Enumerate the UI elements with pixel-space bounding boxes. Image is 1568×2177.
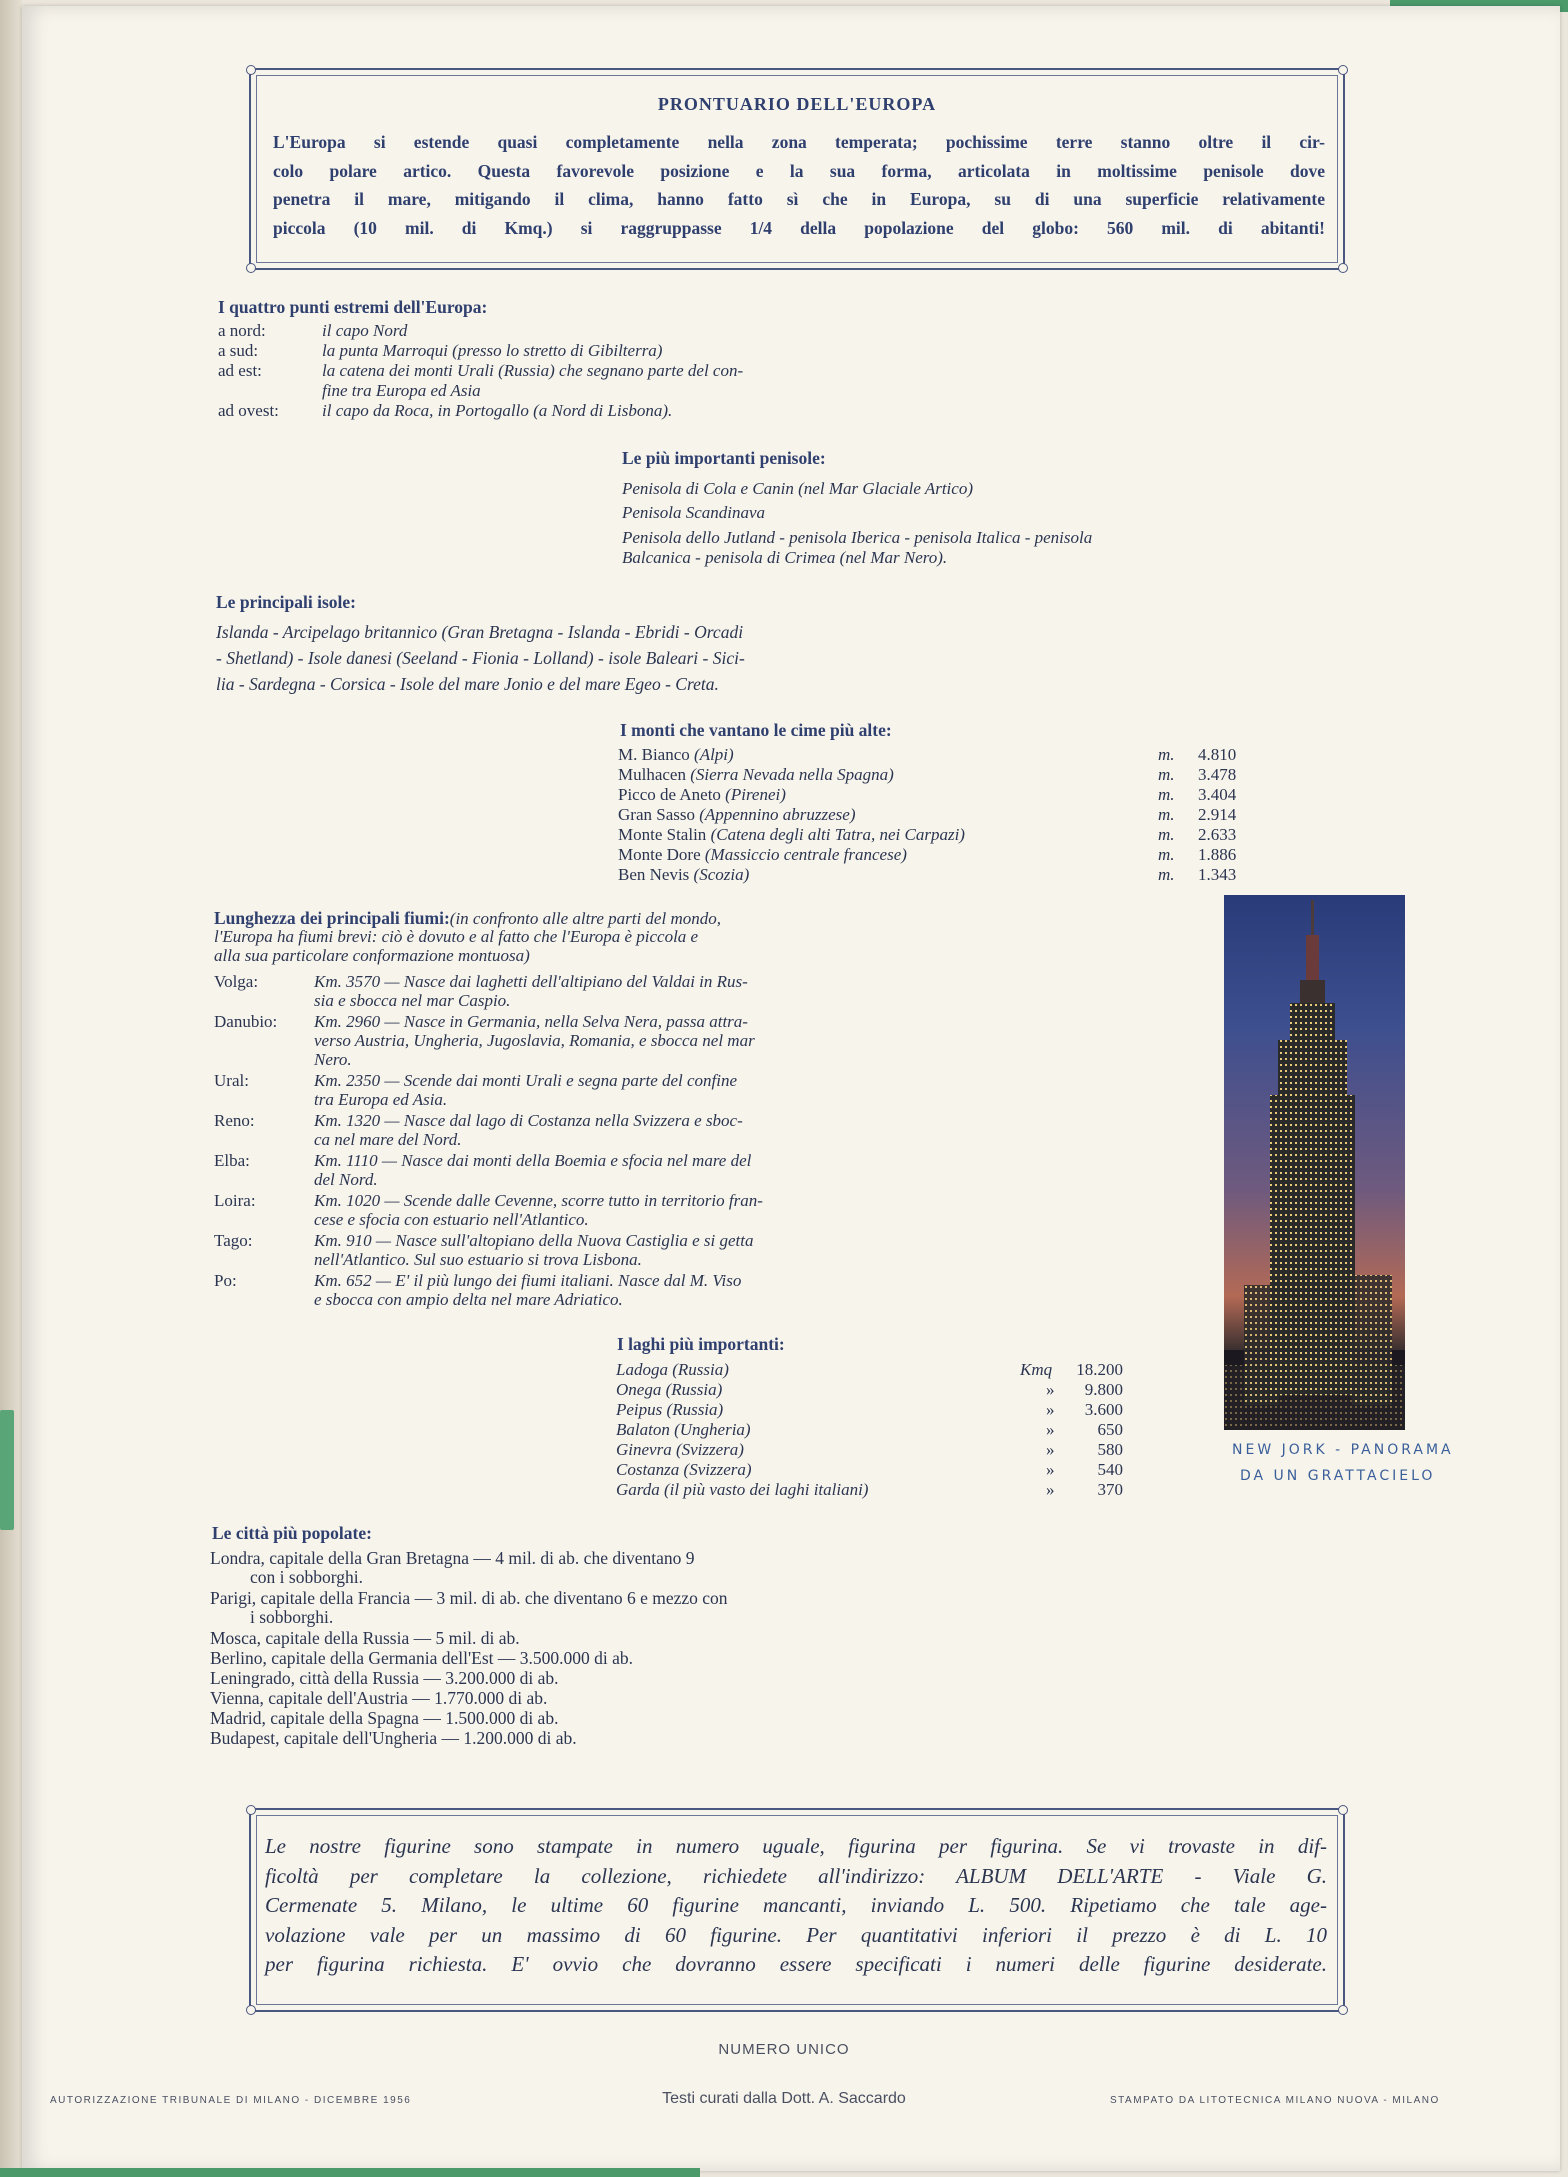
mountain-name: M. Bianco <box>618 745 690 764</box>
corner-ornament <box>246 65 256 75</box>
lake-value: 3.600 <box>1084 1400 1123 1419</box>
mountain-value: 1.343 <box>1198 865 1237 884</box>
lake-value: 650 <box>1097 1420 1123 1439</box>
peninsula-line: Penisola Scandinava <box>622 503 766 522</box>
lake-value: 9.800 <box>1084 1380 1123 1399</box>
mountain-value: 2.914 <box>1198 805 1237 824</box>
notice-text <box>265 1832 1327 1980</box>
mountain-value: 2.633 <box>1198 825 1237 844</box>
mountain-unit: m. <box>1158 805 1175 824</box>
islands-line: Islanda - Arcipelago britannico (Gran Bretagna - Islanda - Ebridi - Orcadi <box>216 622 744 642</box>
lake-name: Balaton <box>616 1420 670 1439</box>
islands-line: lia - Sardegna - Corsica - Isole del mare Jonio e del mare Egeo - Creta. <box>216 674 719 694</box>
islands-line: - Shetland) - Isole danesi (Seeland - Fionia - Lolland) - isole Baleari - Sici- <box>216 648 745 668</box>
city-line: Budapest, capitale dell'Ungheria — 1.200.000 di ab. <box>210 1728 577 1748</box>
river-name: Loira: <box>214 1191 256 1210</box>
lake-name: Garda <box>616 1480 660 1499</box>
rivers-title: Lunghezza dei principali fiumi: <box>214 908 450 928</box>
corner-ornament <box>1338 65 1348 75</box>
rivers-intro-line: alla sua particolare conformazione montuosa) <box>214 946 530 965</box>
river-desc: Km. 3570 — Nasce dai laghetti dell'altipiano del Valdai in Rus- <box>314 972 748 991</box>
mountain-note: (Catena degli alti Tatra, nei Carpazi) <box>710 825 965 844</box>
lake-name: Onega <box>616 1380 662 1399</box>
mountain-unit: m. <box>1158 765 1175 784</box>
river-desc: cese e sfocia con estuario nell'Atlantico. <box>314 1210 589 1229</box>
extreme-row-text: fine tra Europa ed Asia <box>322 381 481 400</box>
mountain-unit: m. <box>1158 865 1175 884</box>
river-desc: Km. 910 — Nasce sull'altopiano della Nuova Castiglia e si getta <box>314 1231 754 1250</box>
corner-ornament <box>246 263 256 273</box>
city-line: con i sobborghi. <box>250 1567 363 1587</box>
handwritten-note: NEW JORK - PANORAMA <box>1232 1442 1454 1458</box>
skyscraper-illustration <box>1224 895 1405 1430</box>
peninsula-line: Penisola dello Jutland - penisola Iberica - penisola Italica - penisola <box>622 528 1093 547</box>
river-name: Reno: <box>214 1111 255 1130</box>
lake-note: (il più vasto dei laghi italiani) <box>664 1480 869 1499</box>
lake-unit: » <box>1046 1460 1055 1479</box>
lake-name: Ladoga <box>616 1360 668 1379</box>
notice-line: Cermenate 5. Milano, le ultime 60 figurine mancanti, inviando L. 500. Ripetiamo che tale age- <box>265 1893 1327 1917</box>
footer-authorization: AUTORIZZAZIONE TRIBUNALE DI MILANO - DICEMBRE 1956 <box>50 2095 412 2106</box>
mountain-value: 3.478 <box>1198 765 1237 784</box>
rivers-intro-line: l'Europa ha fiumi brevi: ciò è dovuto e al fatto che l'Europa è piccola e <box>214 927 699 946</box>
intro-line: penetra il mare, mitigando il clima, hanno fatto sì che in Europa, su di una superficie relativamente <box>273 189 1325 209</box>
notice-line: Le nostre figurine sono stampate in numero uguale, figurina per figurina. Se vi trovaste in dif- <box>265 1834 1327 1858</box>
notice-line: volazione vale per un massimo di 60 figurine. Per quantitativi inferiori il prezzo è di L. 10 <box>265 1922 1327 1947</box>
mountain-unit: m. <box>1158 845 1175 864</box>
city-line: Mosca, capitale della Russia — 5 mil. di ab. <box>210 1628 520 1648</box>
notice-line: per figurina richiesta. E' ovvio che dovranno essere specificati i numeri delle figurine desiderate. <box>265 1952 1327 1976</box>
city-line: Leningrado, città della Russia — 3.200.000 di ab. <box>210 1668 559 1688</box>
lake-unit: Kmq <box>1020 1360 1053 1379</box>
extremes-title: I quattro punti estremi dell'Europa: <box>218 297 488 317</box>
city-line: Berlino, capitale della Germania dell'Est — 3.500.000 di ab. <box>210 1648 634 1668</box>
lake-name: Costanza <box>616 1460 680 1479</box>
lake-value: 18.200 <box>1076 1360 1123 1379</box>
mountain-name: Monte Dore <box>618 845 701 864</box>
lake-unit: » <box>1046 1440 1055 1459</box>
river-name: Po: <box>214 1271 237 1290</box>
corner-ornament <box>246 2005 256 2015</box>
extreme-row-text: la catena dei monti Urali (Russia) che segnano parte del con- <box>322 361 744 380</box>
lake-value: 370 <box>1097 1480 1123 1499</box>
lake-value: 580 <box>1097 1440 1123 1459</box>
mountain-note: (Sierra Nevada nella Spagna) <box>690 765 894 784</box>
islands-title: Le principali isole: <box>216 592 356 612</box>
mountain-name: Ben Nevis <box>618 865 690 884</box>
lake-note: (Svizzera) <box>675 1440 744 1459</box>
mountain-unit: m. <box>1158 785 1175 804</box>
intro-line: piccola (10 mil. di Kmq.) si raggruppasse 1/4 della popolazione del globo: 560 mil. di abitanti! <box>273 217 1325 238</box>
prontuario-intro <box>273 128 1325 242</box>
city-line: i sobborghi. <box>250 1607 334 1627</box>
lake-note: (Russia) <box>672 1360 729 1379</box>
river-desc: Nero. <box>314 1050 352 1069</box>
handwritten-note: DA UN GRATTACIELO <box>1240 1468 1436 1484</box>
river-name: Tago: <box>214 1231 253 1250</box>
footer-printer: STAMPATO DA LITOTECNICA MILANO NUOVA - MILANO <box>1110 2095 1440 2106</box>
cover-edge-bottom <box>0 2168 700 2177</box>
mountain-note: (Pirenei) <box>725 785 786 804</box>
river-desc: e sbocca con ampio delta nel mare Adriatico. <box>314 1290 623 1309</box>
mountain-name: Monte Stalin <box>618 825 707 844</box>
prontuario-title: PRONTUARIO DELL'EUROPA <box>657 94 937 114</box>
lake-unit: » <box>1046 1420 1055 1439</box>
river-name: Volga: <box>214 972 259 991</box>
lake-unit: » <box>1046 1380 1055 1399</box>
lake-note: (Russia) <box>665 1380 723 1399</box>
lake-name: Ginevra <box>616 1440 672 1459</box>
city-line: Madrid, capitale della Spagna — 1.500.000 di ab. <box>210 1708 559 1728</box>
river-desc: tra Europa ed Asia. <box>314 1090 448 1109</box>
rivers-intro-line: (in confronto alle altre parti del mondo, <box>449 909 721 928</box>
city-line: Londra, capitale della Gran Bretagna — 4 mil. di ab. che diventano 9 <box>210 1548 695 1568</box>
mountain-note: (Appennino abruzzese) <box>699 805 856 824</box>
corner-ornament <box>1338 1805 1348 1815</box>
river-desc: ca nel mare del Nord. <box>314 1130 462 1149</box>
city-line: Parigi, capitale della Francia — 3 mil. di ab. che diventano 6 e mezzo con <box>210 1588 728 1608</box>
river-name: Elba: <box>214 1151 250 1170</box>
river-desc: Km. 1320 — Nasce dal lago di Costanza nella Svizzera e sboc- <box>314 1111 743 1130</box>
prontuario-box <box>249 68 1345 270</box>
lake-value: 540 <box>1097 1460 1123 1479</box>
empire-state-photo <box>1224 895 1405 1430</box>
extreme-row-label: ad ovest: <box>218 401 279 420</box>
river-desc: Km. 652 — E' il più lungo dei fiumi italiani. Nasce dal M. Viso <box>314 1271 742 1290</box>
mountain-name: Mulhacen <box>618 765 686 784</box>
lakes-title: I laghi più importanti: <box>617 1334 785 1354</box>
peninsulas-title: Le più importanti penisole: <box>622 448 826 468</box>
numero-unico: NUMERO UNICO <box>718 2041 850 2058</box>
lake-note: (Russia) <box>666 1400 724 1419</box>
corner-ornament <box>246 1805 256 1815</box>
lake-name: Peipus <box>616 1400 663 1419</box>
extreme-row-label: a nord: <box>218 321 266 340</box>
mountain-name: Picco de Aneto <box>618 785 721 804</box>
lake-unit: » <box>1046 1480 1055 1499</box>
river-name: Danubio: <box>214 1012 278 1031</box>
extreme-row-label: ad est: <box>218 361 262 380</box>
mountains-table <box>618 745 1237 895</box>
intro-line: colo polare artico. Questa favorevole posizione e la sua forma, articolata in moltissime penisole dove <box>273 160 1325 181</box>
extreme-row-text: il capo da Roca, in Portogallo (a Nord di Lisbona). <box>322 401 673 420</box>
mountain-name: Gran Sasso <box>618 805 695 824</box>
river-desc: del Nord. <box>314 1170 378 1189</box>
footer-credits: Testi curati dalla Dott. A. Saccardo <box>662 2090 906 2107</box>
river-desc: Km. 2350 — Scende dai monti Urali e segna parte del confine <box>314 1071 738 1090</box>
river-desc: Km. 2960 — Nasce in Germania, nella Selva Nera, passa attra- <box>314 1012 748 1031</box>
lake-note: (Ungheria) <box>674 1420 751 1439</box>
mountain-unit: m. <box>1158 745 1175 764</box>
peninsula-line: Penisola di Cola e Canin (nel Mar Glaciale Artico) <box>622 479 973 498</box>
cities-title: Le città più popolate: <box>212 1523 372 1543</box>
lake-unit: » <box>1046 1400 1055 1419</box>
river-desc: Km. 1020 — Scende dalle Cevenne, scorre tutto in territorio fran- <box>314 1191 763 1210</box>
mountain-value: 1.886 <box>1198 845 1237 864</box>
extreme-row-text: il capo Nord <box>322 321 408 340</box>
mountain-value: 4.810 <box>1198 745 1237 764</box>
river-desc: verso Austria, Ungheria, Jugoslavia, Romania, e sbocca nel mar <box>314 1031 755 1050</box>
mountain-note: (Scozia) <box>693 865 750 884</box>
corner-ornament <box>1338 263 1348 273</box>
binding-tab <box>0 1410 14 1530</box>
lakes-table <box>616 1360 1146 1510</box>
mountain-unit: m. <box>1158 825 1175 844</box>
corner-ornament <box>1338 2005 1348 2015</box>
extreme-row-label: a sud: <box>218 341 259 360</box>
page-binding <box>0 0 22 2177</box>
river-desc: Km. 1110 — Nasce dai monti della Boemia e sfocia nel mare del <box>314 1151 752 1170</box>
notice-line: ficoltà per completare la collezione, richiedete all'indirizzo: ALBUM DELL'ARTE - Viale G. <box>265 1863 1327 1888</box>
mountains-title: I monti che vantano le cime più alte: <box>620 720 892 740</box>
mountain-value: 3.404 <box>1198 785 1237 804</box>
intro-line: L'Europa si estende quasi completamente nella zona temperata; pochissime terre stanno oltre il cir- <box>273 132 1325 152</box>
river-desc: nell'Atlantico. Sul suo estuario si trova Lisbona. <box>314 1250 642 1269</box>
lake-note: (Svizzera) <box>683 1460 752 1479</box>
mountain-note: (Alpi) <box>694 745 734 764</box>
extreme-row-text: la punta Marroqui (presso lo stretto di Gibilterra) <box>322 341 663 360</box>
river-desc: sia e sbocca nel mar Caspio. <box>314 991 511 1010</box>
mountain-note: (Massiccio centrale francese) <box>704 845 907 864</box>
notice-box <box>249 1808 1345 2012</box>
river-name: Ural: <box>214 1071 249 1090</box>
city-line: Vienna, capitale dell'Austria — 1.770.000 di ab. <box>210 1688 548 1708</box>
peninsula-line: Balcanica - penisola di Crimea (nel Mar Nero). <box>622 548 948 567</box>
